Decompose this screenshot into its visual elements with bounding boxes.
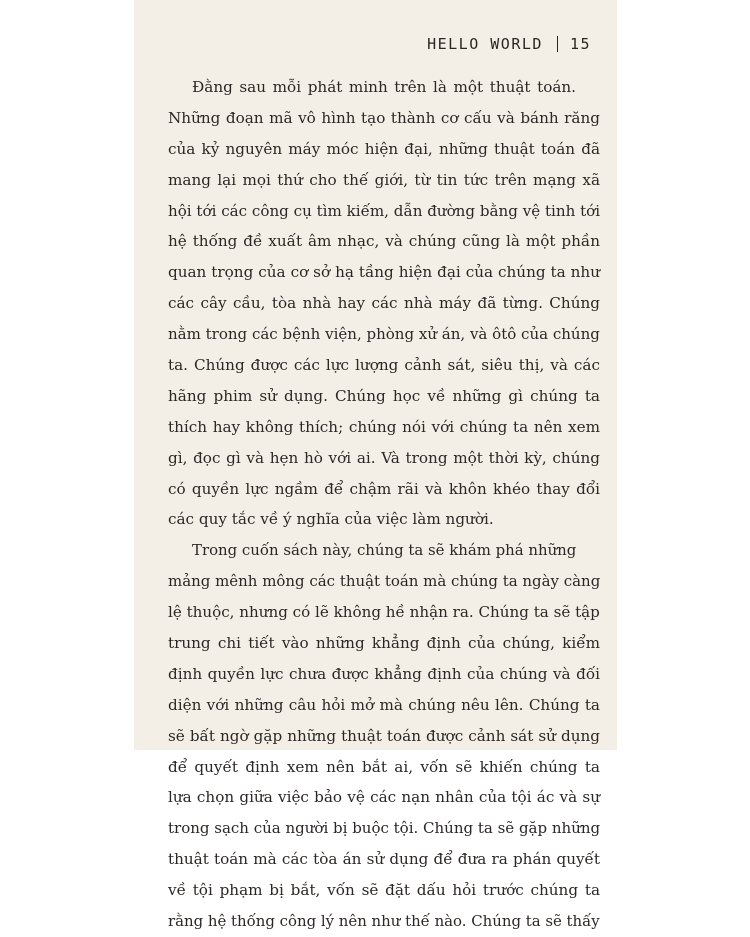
page-number: 15 [569, 35, 591, 53]
text-line: định quyền lực chưa được khẳng định của chúng và đối [168, 664, 600, 683]
book-page [134, 0, 617, 931]
text-line: thuật toán mà các tòa án sử dụng để đưa ra phán quyết [168, 850, 600, 869]
text-line: các cây cầu, tòa nhà hay các nhà máy đã từng. Chúng [168, 294, 600, 313]
text-line: thích hay không thích; chúng nói với chúng ta nên xem [168, 417, 600, 436]
text-line: trung chi tiết vào những khẳng định của chúng, kiểm [168, 634, 600, 653]
text-line: trong sạch của người bị buộc tội. Chúng ta sẽ gặp những [168, 819, 601, 838]
text-line: để quyết định xem nên bắt ai, vốn sẽ khiến chúng ta [168, 757, 600, 776]
text-line: Trong cuốn sách này, chúng ta sẽ khám phá những [192, 541, 577, 560]
text-line: có quyền lực ngầm để chậm rãi và khôn khéo thay đổi [168, 479, 600, 498]
text-line: sẽ bất ngờ gặp những thuật toán được cảnh sát sử dụng [168, 726, 600, 745]
text-line: diện với những câu hỏi mở mà chúng nêu lên. Chúng ta [168, 695, 600, 714]
text-line: quan trọng của cơ sở hạ tầng hiện đại của chúng ta như [168, 263, 600, 282]
text-line: lựa chọn giữa việc bảo vệ các nạn nhân của tội ác và sự [168, 788, 600, 807]
header-divider [557, 36, 558, 52]
text-line: gì, đọc gì và hẹn hò với ai. Và trong một thời kỳ, chúng [168, 448, 600, 467]
text-line: ta. Chúng được các lực lượng cảnh sát, siêu thị, và các [168, 356, 600, 375]
text-line: mang lại mọi thứ cho thế giới, từ tin tức trên mạng xã [168, 170, 600, 189]
text-line: về tội phạm bị bắt, vốn sẽ đặt dấu hỏi trước chúng ta [168, 881, 600, 900]
text-line: hãng phim sử dụng. Chúng học về những gì chúng ta [168, 386, 600, 405]
paragraph-2 [168, 535, 600, 937]
text-line: mảng mênh mông các thuật toán mà chúng ta ngày càng [168, 572, 601, 591]
text-line: nằm trong các bệnh viện, phòng xử án, và ôtô của chúng [168, 325, 600, 344]
text-line: của kỷ nguyên máy móc hiện đại, những thuật toán đã [168, 139, 600, 158]
text-line: rằng hệ thống công lý nên như thế nào. Chúng ta sẽ thấy [168, 912, 600, 931]
text-line: hệ thống đề xuất âm nhạc, và chúng cũng là một phần [168, 232, 600, 251]
body-text [168, 72, 600, 937]
running-header [427, 34, 591, 54]
text-line: Những đoạn mã vô hình tạo thành cơ cấu và bánh răng [168, 108, 600, 127]
text-line: hội tới các công cụ tìm kiếm, dẫn đường bằng vệ tinh tới [168, 201, 601, 220]
text-line: lệ thuộc, nhưng có lẽ không hề nhận ra. Chúng ta sẽ tập [168, 603, 600, 622]
text-line: Đằng sau mỗi phát minh trên là một thuật toán. [192, 78, 576, 96]
paragraph-1 [168, 72, 600, 535]
text-line: các quy tắc về ý nghĩa của việc làm người. [168, 510, 494, 529]
running-title: HELLO WORLD [427, 35, 543, 53]
